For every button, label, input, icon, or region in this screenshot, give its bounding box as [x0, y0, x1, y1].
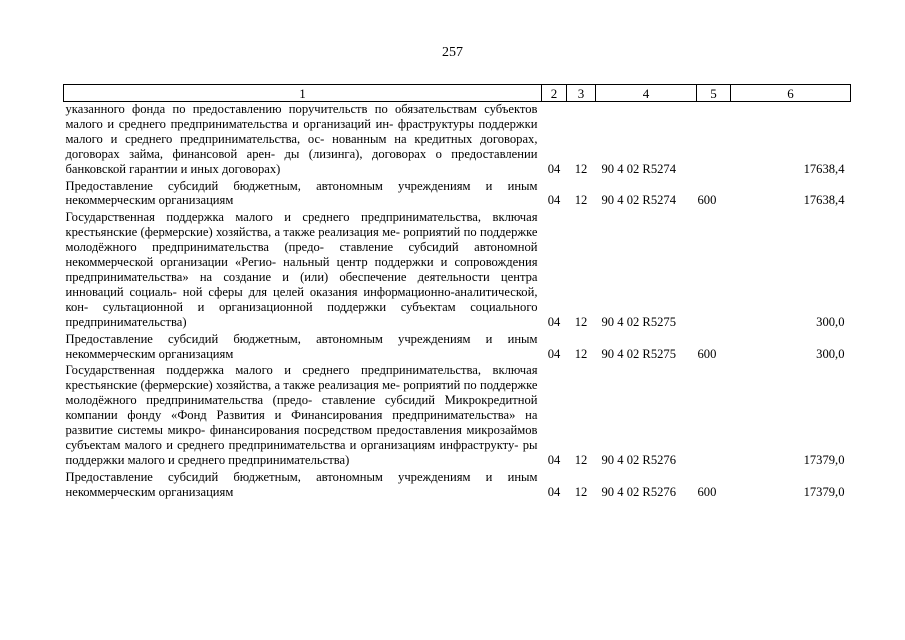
description-line: ставление субсидий автономной некоммерческой организации «Регио-	[65, 240, 538, 270]
description-line: включая крестьянские (фермерские) хозяйства, а также реализация ме-	[65, 210, 538, 240]
description-line: Предоставление субсидий бюджетным, автономным учреждениям и	[65, 331, 493, 346]
section-code: 04	[547, 193, 561, 208]
section-code: 04	[547, 452, 561, 467]
table-row	[64, 332, 851, 364]
description-line: иным некоммерческим организациям	[65, 178, 538, 208]
table-row	[64, 102, 851, 179]
target-article-code: 90 4 02 R5275	[601, 314, 677, 329]
expense-type-code: 600	[697, 193, 717, 208]
table-row	[64, 363, 851, 469]
target-article-code: 90 4 02 R5275	[601, 346, 677, 361]
column-header-4: 4	[596, 85, 697, 102]
amount-value: 300,0	[816, 314, 845, 329]
description-line: иным некоммерческим организациям	[65, 469, 538, 499]
target-article-code: 90 4 02 R5276	[601, 452, 677, 467]
description-line: Государственная поддержка малого и среднего предпринимательства,	[65, 363, 482, 378]
description-line: субъектов малого и среднего предпринимательства и организаций ин-	[65, 102, 538, 131]
section-code: 04	[547, 161, 561, 176]
description-line: включая крестьянские (фермерские) хозяйства, а также реализация ме-	[65, 363, 538, 393]
subsection-code: 12	[574, 484, 588, 499]
amount-value: 17638,4	[803, 193, 845, 208]
target-article-code: 90 4 02 R5276	[601, 484, 677, 499]
section-code: 04	[547, 314, 561, 329]
description-line: Предоставление субсидий бюджетным, автономным учреждениям и	[65, 178, 493, 193]
description-line: фраструктуры поддержки малого и среднего предпринимательства, ос-	[65, 116, 538, 146]
subsection-code: 12	[574, 314, 588, 329]
expense-type-code	[697, 102, 731, 179]
table-header	[64, 85, 851, 102]
column-header-2: 2	[542, 85, 567, 102]
description-line: и Финансирования предпринимательства» на развитие системы микро-	[65, 408, 538, 438]
description-line: Государственная поддержка малого и среднего предпринимательства,	[65, 210, 482, 225]
subsection-code: 12	[574, 452, 588, 467]
description-line: роприятий по поддержке молодёжного предпринимательства (предо-	[65, 225, 538, 255]
expense-type-code	[697, 363, 731, 469]
description-line: указанного фонда по предоставлению поручительств по обязательствам	[65, 102, 477, 116]
row-description	[64, 179, 542, 211]
row-description	[64, 102, 542, 179]
expense-type-code: 600	[697, 346, 717, 361]
row-description	[64, 210, 542, 331]
table-row	[64, 179, 851, 211]
amount-value: 17379,0	[803, 484, 845, 499]
description-line: малого и среднего предпринимательства и организациям инфраструкту-	[124, 437, 519, 452]
description-line: нальный центр поддержки и сопровождения предпринимательства» на	[65, 255, 538, 284]
column-header-3: 3	[567, 85, 596, 102]
description-line: договорах)	[221, 161, 281, 176]
description-line: финансирования посредством предоставления микрозаймов субъектам	[65, 423, 538, 452]
page-number: 257	[442, 45, 463, 60]
column-header-1: 1	[64, 85, 542, 102]
table-row	[64, 210, 851, 331]
table-row	[64, 470, 851, 502]
row-description	[64, 332, 542, 364]
budget-table	[63, 84, 851, 502]
description-line: ды (лизинга), договорах о предоставлении банковской гарантии и иных	[65, 146, 538, 176]
description-line: ставление субсидий Микрокредитной компании фонду «Фонд Развития	[65, 393, 538, 423]
target-article-code: 90 4 02 R5274	[601, 161, 677, 176]
description-line: ры поддержки малого и среднего предпринимательства)	[65, 437, 538, 467]
column-header-6: 6	[731, 85, 851, 102]
amount-value: 300,0	[816, 346, 845, 361]
amount-value: 17638,4	[803, 161, 845, 176]
description-line: предпринимательства)	[65, 314, 187, 329]
row-description	[64, 470, 542, 502]
description-line: Предоставление субсидий бюджетным, автономным учреждениям и	[65, 469, 493, 484]
amount-value: 17379,0	[803, 452, 845, 467]
subsection-code: 12	[574, 346, 588, 361]
column-header-5: 5	[697, 85, 731, 102]
description-line: создание и (или) обеспечение деятельности центра инноваций социаль-	[65, 269, 538, 299]
description-line: нованным на кредитных договорах, договорах займа, финансовой арен-	[65, 131, 538, 161]
table-body	[64, 102, 851, 502]
description-line: ной сферы для целей оказания информационно-аналитической, кон-	[65, 284, 538, 314]
description-line: иным некоммерческим организациям	[65, 331, 538, 361]
row-description	[64, 363, 542, 469]
expense-type-code	[697, 210, 731, 331]
description-line: сультационной и организационной поддержки субъектам социального	[102, 299, 538, 314]
subsection-code: 12	[574, 193, 588, 208]
description-line: роприятий по поддержке молодёжного предпринимательства (предо-	[65, 378, 538, 408]
subsection-code: 12	[574, 161, 588, 176]
expense-type-code: 600	[697, 484, 717, 499]
target-article-code: 90 4 02 R5274	[601, 193, 677, 208]
section-code: 04	[547, 346, 561, 361]
section-code: 04	[547, 484, 561, 499]
